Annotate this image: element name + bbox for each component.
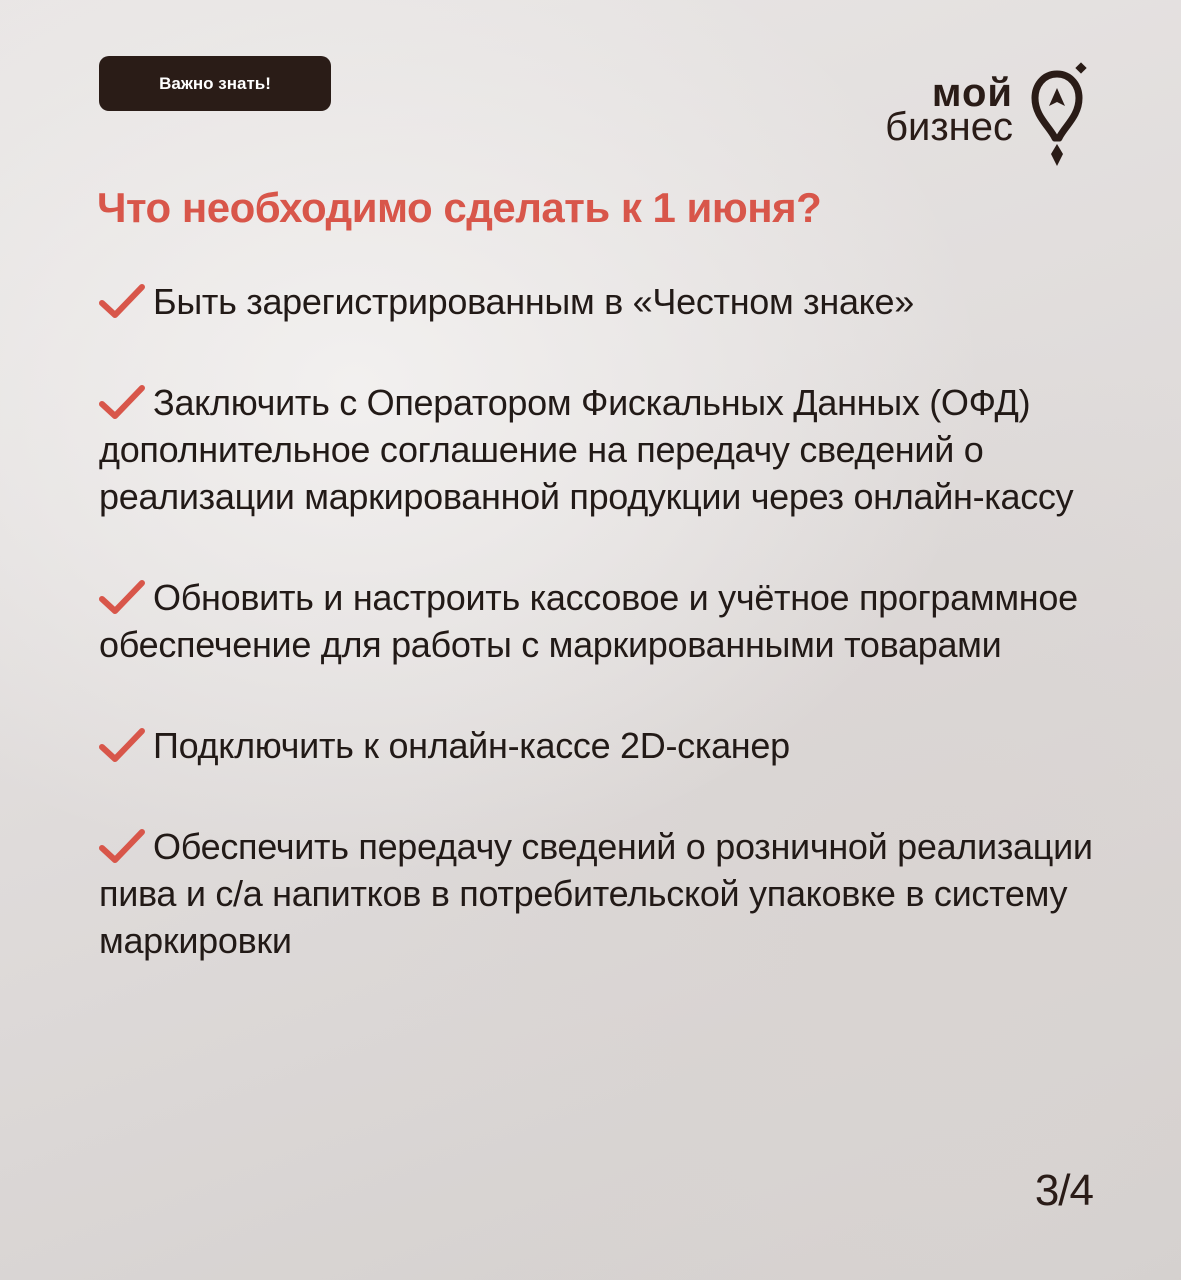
rocket-pin-icon	[1023, 58, 1093, 170]
checklist-item	[99, 722, 1109, 769]
page-title: Что необходимо сделать к 1 июня?	[97, 184, 822, 231]
checklist-item	[99, 278, 1109, 325]
checklist-item-text: Подключить к онлайн-кассе 2D-сканер	[153, 725, 790, 766]
logo-line-2: бизнес	[885, 105, 1013, 149]
check-icon	[99, 580, 145, 614]
check-icon	[99, 284, 145, 318]
check-icon	[99, 829, 145, 863]
checklist-item-text: Обновить и настроить кассовое и учётное программное обеспечение для работы с маркированными товарами	[99, 577, 1078, 665]
check-icon	[99, 385, 145, 419]
page-number: 3/4	[1034, 1166, 1093, 1215]
checklist-item	[99, 379, 1109, 520]
checklist-item-text: Заключить с Оператором Фискальных Данных (ОФД) дополнительное соглашение на передачу сведений о реализации маркированной продукции через онлайн-кассу	[99, 382, 1074, 517]
checklist-item-text: Обеспечить передачу сведений о розничной реализации пива и с/а напитков в потребительской упаковке в систему маркировки	[99, 826, 1093, 961]
brand-logo	[848, 58, 1093, 170]
checklist	[99, 278, 1109, 1018]
checklist-item	[99, 823, 1109, 964]
logo-line-1: мой	[931, 71, 1013, 115]
checklist-item	[99, 574, 1109, 668]
important-badge: Важно знать!	[99, 56, 331, 111]
check-icon	[99, 728, 145, 762]
checklist-item-text: Быть зарегистрированным в «Честном знаке»	[153, 281, 914, 322]
